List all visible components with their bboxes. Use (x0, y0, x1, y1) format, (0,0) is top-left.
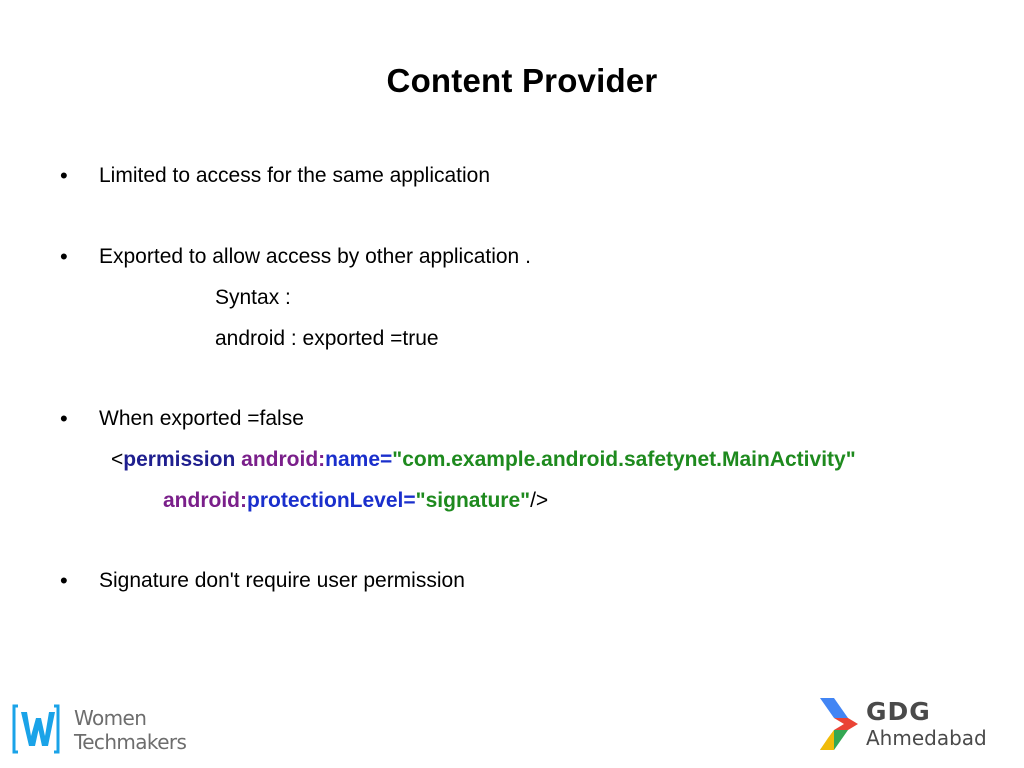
code-tag-name: permission (123, 448, 236, 471)
code-close-bracket: /> (530, 489, 549, 512)
women-techmakers-wordmark (74, 706, 186, 754)
bullet-item-1: Limited to access for the same application (99, 164, 491, 187)
wtm-line-2: Techmakers (74, 730, 187, 754)
code-attr-name: protectionLevel= (247, 489, 416, 512)
bullet-item-3: When exported =false (99, 407, 304, 430)
gdg-chevron-logo-icon (818, 696, 860, 752)
bullet-dot: • (60, 568, 68, 593)
code-attr-value: "signature" (415, 489, 531, 512)
bullet-item-4: Signature don't require user permission (99, 569, 465, 592)
code-attr-namespace: android: (163, 489, 247, 512)
syntax-value: android : exported =true (215, 327, 439, 350)
wtm-line-1: Women (74, 706, 147, 730)
syntax-label: Syntax : (215, 286, 291, 309)
code-line-2 (163, 487, 548, 515)
bullet-dot: • (60, 406, 68, 431)
gdg-title: GDG (866, 697, 931, 726)
bullet-dot: • (60, 244, 68, 269)
code-open-bracket: < (111, 448, 124, 471)
code-attr-value: "com.example.android.safetynet.MainActivity" (392, 448, 856, 471)
slide-title: Content Provider (386, 62, 658, 99)
code-line-1 (111, 446, 856, 474)
bullet-dot: • (60, 163, 68, 188)
bullet-item-2: Exported to allow access by other application . (99, 245, 531, 268)
women-techmakers-logo-icon (12, 702, 72, 756)
gdg-subtitle: Ahmedabad (866, 726, 987, 750)
gdg-wordmark (866, 698, 987, 750)
code-attr-namespace: android: (241, 448, 326, 471)
code-attr-name: name= (325, 448, 393, 471)
